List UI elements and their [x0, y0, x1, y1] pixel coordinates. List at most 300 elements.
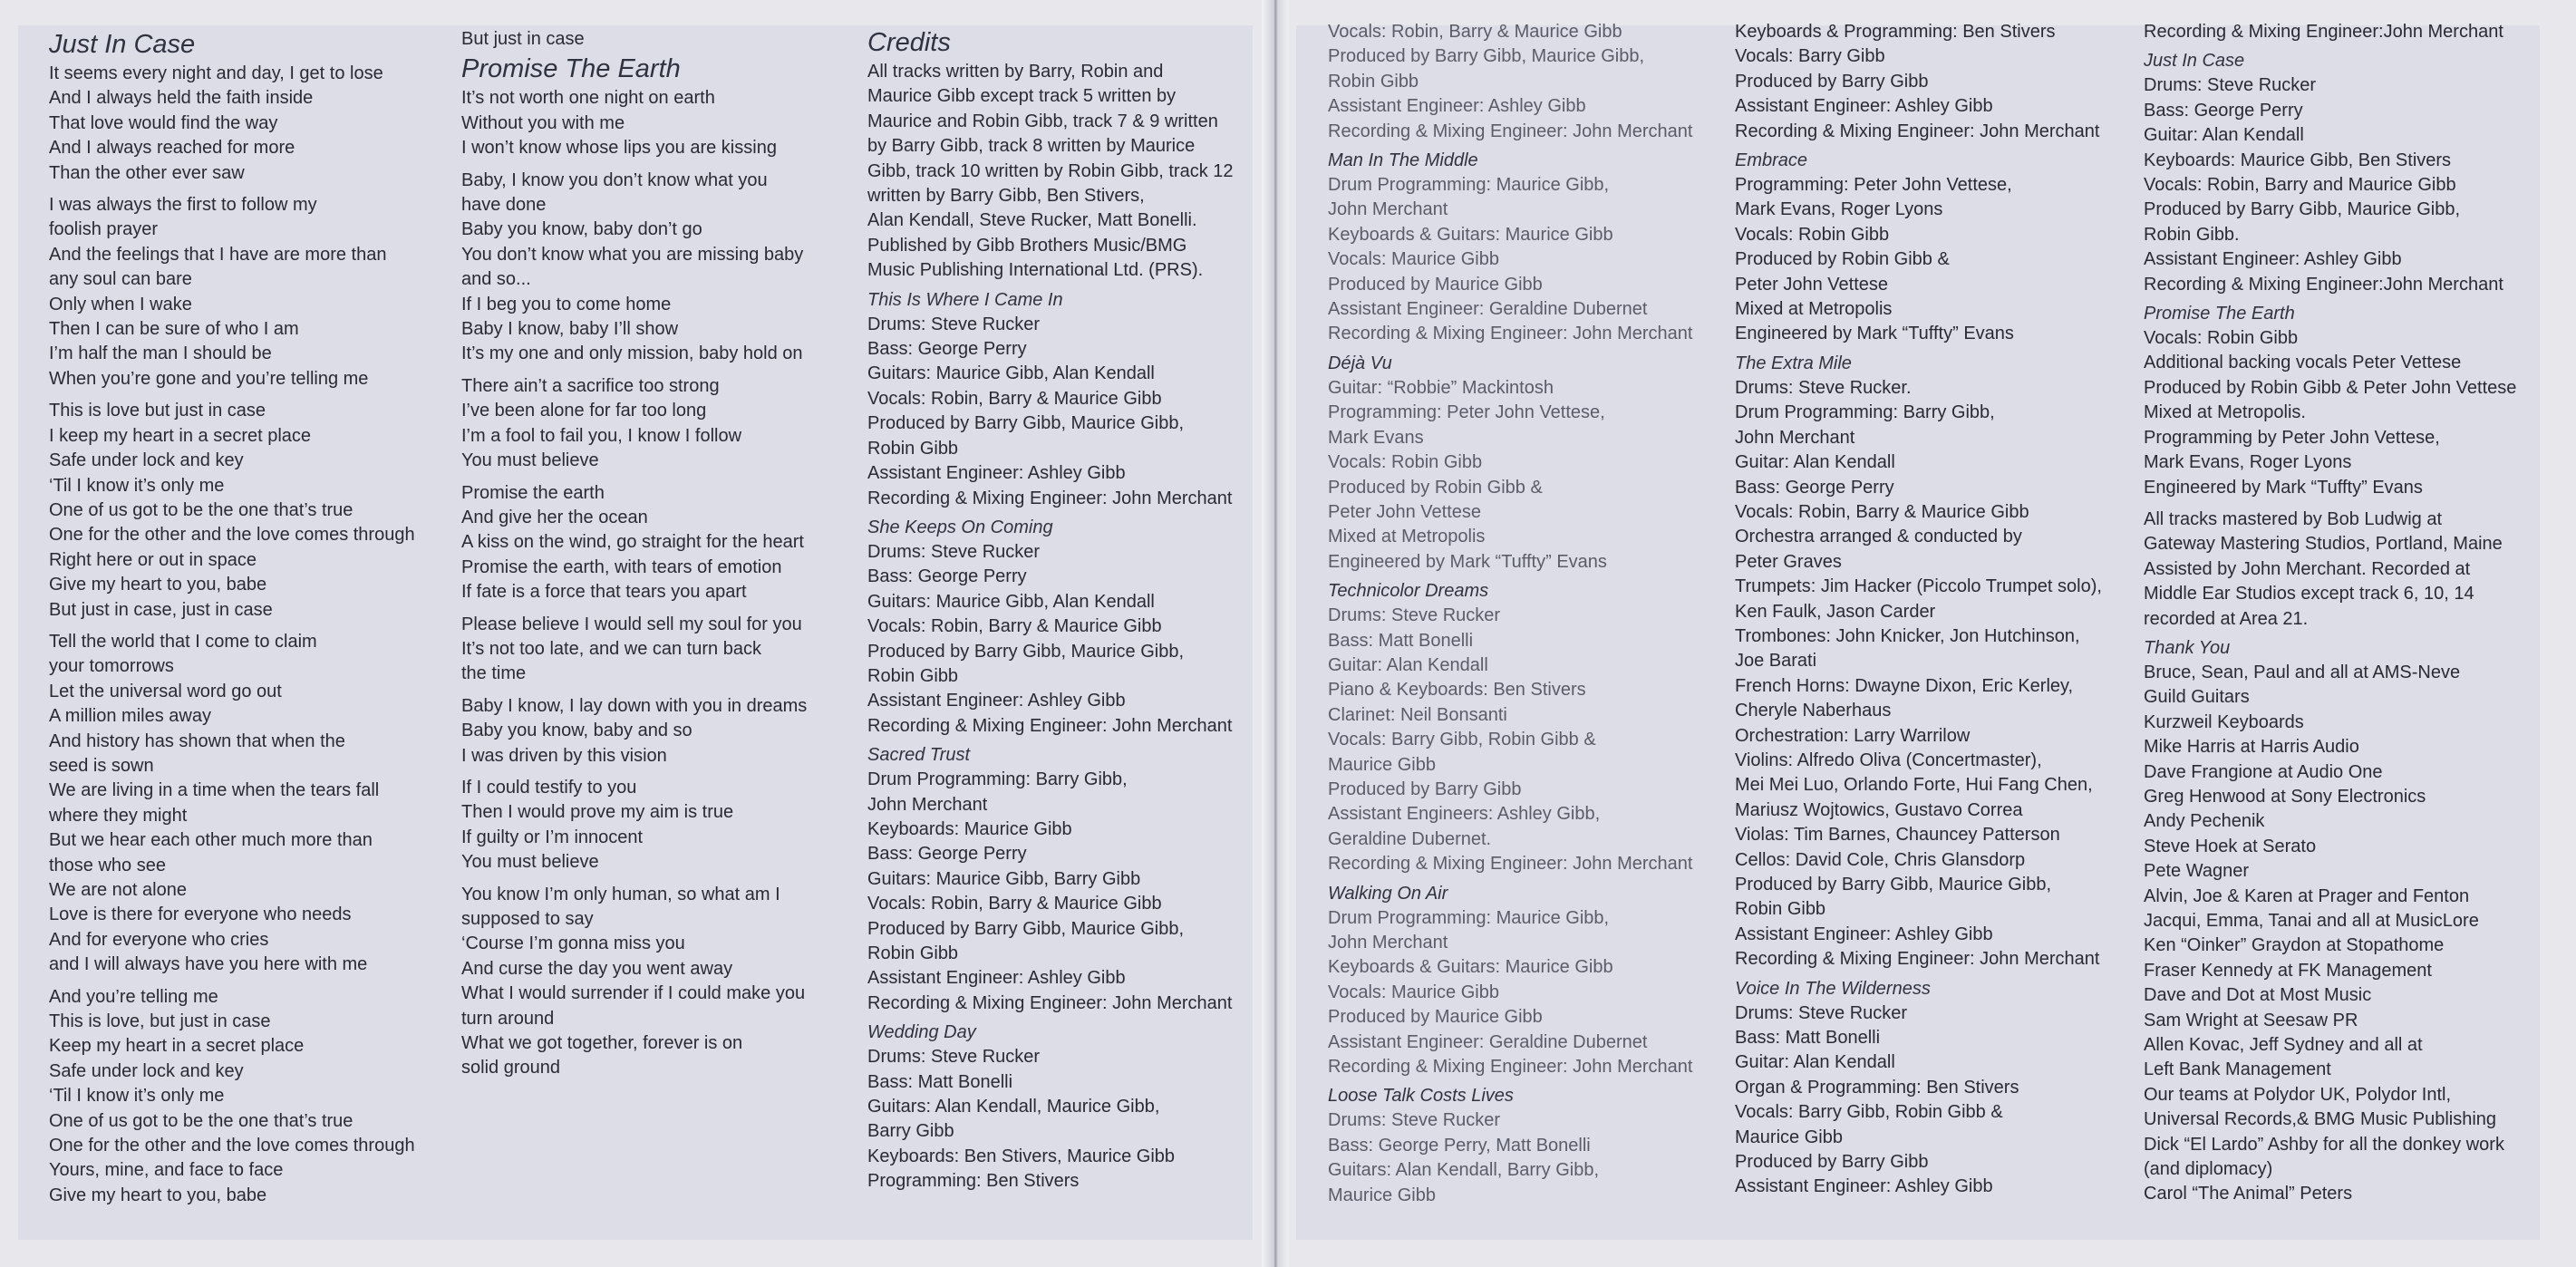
text-line: Promise the earth, with tears of emotion — [461, 556, 782, 577]
text-line: Assistant Engineer: Ashley Gibb — [1735, 96, 1993, 117]
text-line: solid ground — [461, 1058, 560, 1078]
text-line: Engineered by Mark “Tuffty” Evans — [1328, 551, 1607, 572]
text-line: Guitar: Alan Kendall — [1328, 654, 1488, 675]
text-line: and I will always have you here with me — [49, 954, 368, 975]
text-line: Recording & Mixing Engineer: John Merchant — [867, 715, 1233, 736]
text-line: Recording & Mixing Engineer: John Merchant — [1328, 854, 1693, 875]
text-line: Joe Barati — [1735, 651, 1817, 672]
text-line: I was always the first to follow my — [49, 195, 317, 216]
text-line: Produced by Robin Gibb & — [1735, 249, 1950, 270]
text-line: Drums: Steve Rucker — [1328, 1110, 1501, 1131]
text-line: those who see — [49, 855, 166, 875]
text-line: And curse the day you went away — [461, 958, 733, 979]
track-credit-lines — [867, 768, 1257, 1016]
book-spine — [1262, 0, 1289, 1267]
text-line: Give my heart to you, babe — [49, 575, 267, 595]
text-line: One for the other and the love comes through — [49, 1136, 415, 1156]
track-title: She Keeps On Coming — [867, 517, 1053, 537]
text-line: Bass: George Perry — [867, 339, 1027, 360]
track-title: Just In Case — [2144, 51, 2245, 72]
text-line: Baby you know, baby don’t go — [461, 219, 702, 240]
text-line: Vocals: Barry Gibb, Robin Gibb & — [1735, 1102, 2003, 1123]
text-line: A kiss on the wind, go straight for the heart — [461, 532, 804, 553]
text-line: Guitars: Alan Kendall, Maurice Gibb, — [867, 1097, 1160, 1117]
text-line: Guitar: Alan Kendall — [2144, 125, 2304, 146]
stanza-gap — [461, 687, 860, 694]
text-line: Vocals: Maurice Gibb — [1328, 982, 1499, 1002]
text-line: This is love, but just in case — [49, 1011, 271, 1032]
text-line: Maurice and Robin Gibb, track 7 & 9 written — [867, 111, 1218, 131]
text-line: Music Publishing International Ltd. (PRS). — [867, 260, 1204, 281]
text-line: Drums: Steve Rucker — [867, 314, 1041, 334]
text-line: Safe under lock and key — [49, 1060, 244, 1081]
text-line: Maurice Gibb — [1328, 754, 1436, 775]
text-line: Keyboards: Maurice Gibb, Ben Stivers — [2144, 150, 2452, 170]
track-title: Sacred Trust — [867, 745, 970, 766]
text-line: It’s not worth one night on earth — [461, 88, 715, 109]
track-credit-lines — [1328, 1108, 1727, 1208]
text-line: Vocals: Robin, Barry & Maurice Gibb — [867, 616, 1162, 637]
text-line: Additional backing vocals Peter Vettese — [2144, 353, 2462, 373]
text-line: Allen Kovac, Jeff Sydney and all at — [2144, 1035, 2423, 1056]
text-line: Peter John Vettese — [1328, 501, 1482, 522]
text-line: I was driven by this vision — [461, 745, 667, 766]
text-line: We are not alone — [49, 880, 187, 900]
text-line: Violins: Alfredo Oliva (Concertmaster), — [1735, 750, 2042, 770]
text-line: Assistant Engineers: Ashley Gibb, — [1328, 804, 1601, 825]
text-line: Programming: Peter John Vettese, — [1735, 175, 2012, 196]
text-line: Alan Kendall, Steve Rucker, Matt Bonelli. — [867, 210, 1197, 231]
text-line: and so... — [461, 269, 531, 290]
text-line: Violas: Tim Barnes, Chauncey Patterson — [1735, 825, 2060, 846]
text-line: And I always held the faith inside — [49, 88, 314, 109]
song-title-just-in-case: Just In Case — [49, 30, 196, 59]
stanza-gap — [49, 186, 448, 193]
text-line: Please believe I would sell my soul for you — [461, 614, 802, 634]
text-line: Our teams at Polydor UK, Polydor Intl, — [2144, 1084, 2452, 1105]
text-line: Drums: Steve Rucker — [1328, 605, 1501, 626]
text-line: Produced by Barry Gibb, Maurice Gibb, — [867, 641, 1185, 662]
lyrics-just-in-case — [49, 62, 448, 1208]
text-line: Peter John Vettese — [1735, 274, 1889, 295]
text-line: Middle Ear Studios except track 6, 10, 14 — [2144, 584, 2474, 604]
text-line: Robin Gibb — [867, 665, 959, 686]
text-line: Jacqui, Emma, Tanai and all at MusicLore — [2144, 911, 2479, 931]
text-line: Keyboards: Maurice Gibb — [867, 818, 1072, 839]
text-line: Produced by Barry Gibb, Maurice Gibb, — [1735, 875, 2052, 895]
text-line: Keyboards: Ben Stivers, Maurice Gibb — [867, 1146, 1176, 1166]
track-title: Man In The Middle — [1328, 150, 1478, 171]
text-line: You don’t know what you are missing baby — [461, 244, 804, 265]
text-line: This is love but just in case — [49, 401, 266, 421]
text-line: Gibb, track 10 written by Robin Gibb, track 12 — [867, 160, 1234, 181]
text-line: turn around — [461, 1008, 555, 1029]
track-title: Wedding Day — [867, 1022, 976, 1043]
text-line: Bass: Matt Bonelli — [1735, 1028, 1881, 1049]
text-line: Kurzweil Keyboards — [2144, 711, 2304, 732]
text-line: Recording & Mixing Engineer:John Merchant — [2144, 22, 2503, 42]
text-line: Engineered by Mark “Tuffty” Evans — [1735, 324, 2014, 344]
text-line: Vocals: Robin, Barry & Maurice Gibb — [1328, 22, 1622, 42]
text-line: And give her the ocean — [461, 507, 648, 527]
text-line: Keyboards & Guitars: Maurice Gibb — [1328, 957, 1613, 978]
track-title: Walking On Air — [1328, 883, 1448, 904]
track-credit-lines — [1735, 1001, 2134, 1200]
text-line: Programming by Peter John Vettese, — [2144, 427, 2440, 448]
text-line: Piano & Keyboards: Ben Stivers — [1328, 680, 1586, 701]
text-line: Give my heart to you, babe — [49, 1185, 267, 1205]
text-line: Yours, mine, and face to face — [49, 1160, 284, 1181]
text-line: Bass: George Perry — [867, 844, 1027, 865]
text-line: John Merchant — [1735, 427, 1855, 448]
text-line: I keep my heart in a secret place — [49, 425, 312, 446]
text-line: Baby you know, baby and so — [461, 721, 692, 741]
stanza-gap — [49, 392, 448, 399]
text-line: Universal Records,& BMG Music Publishing — [2144, 1109, 2497, 1130]
text-line: Guitar: Alan Kendall — [1735, 452, 1895, 473]
text-line: Vocals: Robin Gibb — [1328, 452, 1483, 473]
text-line: Guitars: Maurice Gibb, Barry Gibb — [867, 868, 1141, 889]
text-line: Cellos: David Cole, Chris Glansdorp — [1735, 849, 2026, 870]
text-line: One for the other and the love comes through — [49, 525, 415, 546]
text-line: Left Bank Management — [2144, 1059, 2331, 1080]
text-line: Drums: Steve Rucker. — [1735, 377, 1912, 398]
text-line: Bass: Matt Bonelli — [867, 1071, 1013, 1092]
text-line: Organ & Programming: Ben Stivers — [1735, 1077, 2019, 1098]
text-line: Geraldine Dubernet. — [1328, 828, 1492, 849]
text-line: All tracks mastered by Bob Ludwig at — [2144, 508, 2443, 529]
track-title: Promise The Earth — [2144, 304, 2295, 324]
text-line: Ken “Oinker” Graydon at Stopathome — [2144, 935, 2445, 956]
track-title: The Extra Mile — [1735, 353, 1852, 373]
text-line: Barry Gibb — [867, 1121, 954, 1142]
lyrics-column-2 — [461, 27, 860, 1242]
track-title: Technicolor Dreams — [1328, 581, 1489, 602]
text-line: Assistant Engineer: Ashley Gibb — [2144, 249, 2402, 270]
text-line: Than the other ever saw — [49, 162, 245, 183]
track-credit-lines — [2144, 73, 2552, 297]
text-line: John Merchant — [1328, 933, 1448, 953]
text-line: Guitars: Alan Kendall, Barry Gibb, — [1328, 1160, 1600, 1181]
text-line: Trombones: John Knicker, Jon Hutchinson, — [1735, 625, 2080, 646]
text-line: John Merchant — [867, 794, 988, 815]
text-line: Alvin, Joe & Karen at Prager and Fenton — [2144, 885, 2470, 906]
text-line: What we got together, forever is on — [461, 1033, 743, 1054]
text-line: Assistant Engineer: Ashley Gibb — [867, 968, 1126, 989]
text-line: Bass: George Perry — [867, 566, 1027, 587]
text-line: If I beg you to come home — [461, 294, 672, 314]
track-credit-lines — [867, 540, 1257, 739]
text-line: Keyboards & Guitars: Maurice Gibb — [1328, 224, 1613, 245]
text-line: have done — [461, 195, 547, 216]
text-line: Carol “The Animal” Peters — [2144, 1184, 2353, 1204]
credits-col2-top — [1328, 20, 1727, 144]
text-line: If I could testify to you — [461, 777, 637, 798]
text-line: Drums: Steve Rucker — [1735, 1002, 1908, 1023]
text-line: What I would surrender if I could make you — [461, 983, 806, 1004]
text-line: Dick “El Lardo” Ashby for all the donkey work — [2144, 1134, 2504, 1155]
text-line: Recording & Mixing Engineer: John Merchant — [867, 992, 1233, 1013]
text-line: Vocals: Robin Gibb — [1735, 224, 1890, 245]
text-line: Maurice Gibb — [1328, 1185, 1436, 1205]
text-line: All tracks written by Barry, Robin and — [867, 62, 1164, 82]
text-line: Then I would prove my aim is true — [461, 802, 734, 823]
text-line: Mixed at Metropolis — [1735, 299, 1893, 320]
text-line: Produced by Robin Gibb & — [1328, 477, 1543, 498]
text-line: Baby I know, baby I’ll show — [461, 319, 679, 340]
text-line: Assistant Engineer: Geraldine Dubernet — [1328, 299, 1648, 320]
text-line: by Barry Gibb, track 8 written by Maurice — [867, 136, 1196, 157]
text-line: Mark Evans, Roger Lyons — [2144, 452, 2352, 473]
text-line: Drum Programming: Barry Gibb, — [1735, 402, 1995, 423]
text-line: Recording & Mixing Engineer: John Merchant — [1328, 121, 1693, 141]
text-line: Bass: George Perry — [1735, 477, 1894, 498]
text-line: Produced by Barry Gibb, Maurice Gibb, — [1328, 46, 1645, 67]
text-line: Assistant Engineer: Ashley Gibb — [1328, 96, 1586, 117]
text-line: A million miles away — [49, 706, 211, 727]
text-line: Guild Guitars — [2144, 687, 2250, 708]
text-line: Bass: George Perry, Matt Bonelli — [1328, 1135, 1591, 1156]
text-line: foolish prayer — [49, 219, 159, 240]
text-line: Guitar: “Robbie” Mackintosh — [1328, 377, 1554, 398]
text-line: Drum Programming: Maurice Gibb, — [1328, 907, 1610, 928]
text-line: Maurice Gibb — [1735, 1127, 1843, 1147]
text-line: If fate is a force that tears you apart — [461, 582, 747, 603]
text-line: Recording & Mixing Engineer: John Merchant — [1735, 949, 2100, 970]
text-line: Recording & Mixing Engineer: John Merchant — [867, 488, 1233, 508]
credits-tracks-3 — [1735, 148, 2134, 1200]
left-page — [18, 25, 1253, 1240]
text-line: seed is sown — [49, 755, 154, 776]
text-line: Recording & Mixing Engineer:John Merchant — [2144, 274, 2503, 295]
text-line: And I always reached for more — [49, 138, 295, 159]
text-line: It’s my one and only mission, baby hold on — [461, 343, 803, 364]
text-line: Orchestration: Larry Warrilow — [1735, 725, 1971, 746]
text-line: Andy Pechenik — [2144, 811, 2265, 832]
text-line: Robin Gibb — [867, 943, 959, 963]
lyrics-column-1 — [49, 27, 448, 1242]
text-line: written by Barry Gibb, Ben Stivers, — [867, 186, 1145, 207]
track-title: Déjà Vu — [1328, 353, 1392, 373]
stanza-gap — [49, 623, 448, 630]
text-line: One of us got to be the one that’s true — [49, 1110, 353, 1131]
text-line: Right here or out in space — [49, 549, 257, 570]
text-line: Keyboards & Programming: Ben Stivers — [1735, 22, 2056, 42]
text-line: Programming: Ben Stivers — [867, 1171, 1080, 1192]
text-line: There ain’t a sacrifice too strong — [461, 375, 720, 396]
text-line: your tomorrows — [49, 656, 174, 677]
credits-column-3 — [1735, 20, 2134, 1234]
text-line: Produced by Barry Gibb — [1328, 779, 1522, 799]
credits-intro — [867, 60, 1257, 284]
text-line: Ken Faulk, Jason Carder — [1735, 601, 1936, 622]
credits-tracks-1 — [867, 287, 1257, 1194]
text-line: Drums: Steve Rucker — [867, 541, 1041, 562]
text-line: Fraser Kennedy at FK Management — [2144, 960, 2432, 981]
text-line: Assistant Engineer: Geraldine Dubernet — [1328, 1031, 1648, 1052]
track-credit-lines — [1328, 604, 1727, 876]
lyrics-promise-the-earth — [461, 86, 860, 1080]
text-line: Drum Programming: Barry Gibb, — [867, 769, 1128, 790]
text-line: But we hear each other much more than — [49, 830, 373, 851]
stanza-gap — [461, 605, 860, 613]
stanza-gap — [461, 875, 860, 883]
credits-tracks-2 — [1328, 148, 1727, 1208]
text-line: Vocals: Robin, Barry & Maurice Gibb — [1735, 501, 2029, 522]
text-line: I won’t know whose lips you are kissing — [461, 138, 777, 159]
text-line: Vocals: Robin, Barry and Maurice Gibb — [2144, 175, 2456, 196]
text-line: You know I’m only human, so what am I — [461, 884, 780, 904]
stanza-gap — [461, 474, 860, 481]
text-line: Safe under lock and key — [49, 450, 244, 471]
text-line: But just in case, just in case — [49, 599, 273, 620]
stanza-gap — [49, 978, 448, 985]
credits-column-4 — [2144, 20, 2552, 1234]
text-line: the time — [461, 663, 527, 684]
text-line: When you’re gone and you’re telling me — [49, 368, 369, 389]
text-line: I’m half the man I should be — [49, 343, 272, 364]
track-credit-lines — [1735, 376, 2134, 972]
credits-col3-top — [1735, 20, 2134, 144]
text-line: Vocals: Barry Gibb, Robin Gibb & — [1328, 730, 1596, 750]
text-line: supposed to say — [461, 909, 594, 929]
text-line: Recording & Mixing Engineer: John Merchant — [1328, 1057, 1693, 1078]
text-line: Mariusz Wojtowics, Gustavo Correa — [1735, 799, 2023, 820]
text-line: Produced by Barry Gibb — [1735, 1152, 1929, 1173]
track-credit-lines — [1328, 173, 1727, 347]
text-line: Mixed at Metropolis — [1328, 527, 1486, 547]
text-line: Promise the earth — [461, 482, 605, 503]
text-line: Vocals: Maurice Gibb — [1328, 249, 1499, 270]
text-line: Assistant Engineer: Ashley Gibb — [867, 691, 1126, 711]
credits-column-2 — [1328, 20, 1727, 1234]
track-credit-lines — [2144, 326, 2552, 500]
lyrics-just-in-case-end: But just in case — [461, 29, 585, 49]
text-line: If guilty or I’m innocent — [461, 827, 644, 847]
text-line: Assistant Engineer: Ashley Gibb — [1735, 924, 1993, 944]
text-line: Cheryle Naberhaus — [1735, 701, 1892, 721]
text-line: ‘Course I’m gonna miss you — [461, 933, 685, 954]
text-line: Published by Gibb Brothers Music/BMG — [867, 235, 1187, 256]
track-title: Embrace — [1735, 150, 1808, 171]
text-line: Guitars: Maurice Gibb, Alan Kendall — [867, 591, 1155, 612]
text-line: Produced by Robin Gibb & Peter John Vettese — [2144, 377, 2517, 398]
text-line: Vocals: Robin, Barry & Maurice Gibb — [867, 388, 1162, 409]
text-line: Robin Gibb — [1328, 71, 1419, 92]
text-line: It’s not too late, and we can turn back — [461, 638, 761, 659]
text-line: Dave Frangione at Audio One — [2144, 761, 2383, 782]
text-line: Bruce, Sean, Paul and all at AMS-Neve — [2144, 662, 2461, 682]
text-line: Recording & Mixing Engineer: John Merchant — [1735, 121, 2100, 141]
text-line: Produced by Barry Gibb — [1735, 71, 1929, 92]
stanza-gap — [461, 161, 860, 169]
text-line: Drums: Steve Rucker — [2144, 75, 2317, 96]
text-line: Baby, I know you don’t know what you — [461, 169, 768, 190]
text-line: Tell the world that I come to claim — [49, 631, 317, 652]
text-line: Robin Gibb. — [2144, 224, 2240, 245]
text-line: Assistant Engineer: Ashley Gibb — [867, 463, 1126, 484]
credits-mastering — [2144, 508, 2552, 632]
text-line: Mei Mei Luo, Orlando Forte, Hui Fang Chen, — [1735, 775, 2093, 796]
text-line: ‘Til I know it’s only me — [49, 1086, 225, 1107]
text-line: It seems every night and day, I get to lose — [49, 63, 383, 83]
text-line: Only when I wake — [49, 294, 192, 314]
text-line: Steve Hoek at Serato — [2144, 836, 2317, 856]
text-line: Engineered by Mark “Tuffty” Evans — [2144, 477, 2423, 498]
text-line: One of us got to be the one that’s true — [49, 499, 353, 520]
text-line: I’m a fool to fail you, I know I follow — [461, 425, 742, 446]
text-line: (and diplomacy) — [2144, 1159, 2273, 1180]
text-line: where they might — [49, 805, 188, 826]
text-line: John Merchant — [1328, 199, 1448, 220]
text-line: Dave and Dot at Most Music — [2144, 985, 2372, 1006]
text-line: Keep my heart in a secret place — [49, 1036, 305, 1057]
stanza-gap — [461, 769, 860, 776]
text-line: Then I can be sure of who I am — [49, 319, 299, 340]
text-line: We are living in a time when the tears fall — [49, 780, 380, 801]
text-line: Pete Wagner — [2144, 861, 2249, 882]
text-line: Bass: George Perry — [2144, 100, 2303, 121]
thank-you-list — [2144, 661, 2552, 1207]
text-line: Peter Graves — [1735, 551, 1842, 572]
text-line: Produced by Barry Gibb, Maurice Gibb, — [867, 918, 1185, 939]
text-line: ‘Til I know it’s only me — [49, 475, 225, 496]
text-line: And history has shown that when the — [49, 730, 345, 751]
text-line: Mixed at Metropolis. — [2144, 402, 2306, 423]
text-line: recorded at Area 21. — [2144, 608, 2309, 629]
text-line: Gateway Mastering Studios, Portland, Maine — [2144, 534, 2503, 555]
text-line: And for everyone who cries — [49, 929, 269, 950]
track-title: Voice In The Wilderness — [1735, 978, 1931, 999]
text-line: Vocals: Robin, Barry & Maurice Gibb — [867, 894, 1162, 914]
thank-you-title: Thank You — [2144, 637, 2231, 658]
text-line: Let the universal word go out — [49, 681, 282, 701]
text-line: Produced by Maurice Gibb — [1328, 274, 1543, 295]
text-line: Mark Evans — [1328, 427, 1424, 448]
track-credit-lines — [1328, 906, 1727, 1080]
text-line: Guitar: Alan Kendall — [1735, 1052, 1895, 1073]
text-line: You must believe — [461, 852, 599, 873]
text-line: You must believe — [461, 450, 599, 471]
text-line: Robin Gibb — [867, 438, 959, 459]
track-credit-lines — [867, 1045, 1257, 1194]
track-credit-lines — [1735, 173, 2134, 347]
song-title-promise-the-earth: Promise The Earth — [461, 54, 681, 84]
text-line: French Horns: Dwayne Dixon, Eric Kerley, — [1735, 675, 2074, 696]
text-line: Sam Wright at Seesaw PR — [2144, 1010, 2358, 1030]
text-line: Vocals: Robin Gibb — [2144, 328, 2299, 349]
text-line: Orchestra arranged & conducted by — [1735, 527, 2022, 547]
text-line: Greg Henwood at Sony Electronics — [2144, 786, 2426, 807]
track-title: Loose Talk Costs Lives — [1328, 1086, 1514, 1107]
text-line: Assisted by John Merchant. Recorded at — [2144, 558, 2471, 579]
text-line: And the feelings that I have are more than — [49, 244, 387, 265]
text-line: Produced by Barry Gibb, Maurice Gibb, — [2144, 199, 2461, 220]
text-line: And you’re telling me — [49, 986, 218, 1007]
credits-column-1 — [867, 25, 1257, 1240]
text-line: Love is there for everyone who needs — [49, 904, 352, 925]
stanza-gap — [461, 367, 860, 374]
text-line: Recording & Mixing Engineer: John Merchant — [1328, 324, 1693, 344]
text-line: Programming: Peter John Vettese, — [1328, 402, 1605, 423]
text-line: Assistant Engineer: Ashley Gibb — [1735, 1176, 1993, 1197]
text-line: Without you with me — [461, 112, 625, 133]
text-line: any soul can bare — [49, 269, 192, 290]
text-line: Produced by Maurice Gibb — [1328, 1007, 1543, 1028]
text-line: Vocals: Barry Gibb — [1735, 46, 1885, 67]
text-line: Maurice Gibb except track 5 written by — [867, 86, 1177, 107]
track-credit-lines — [1328, 376, 1727, 575]
